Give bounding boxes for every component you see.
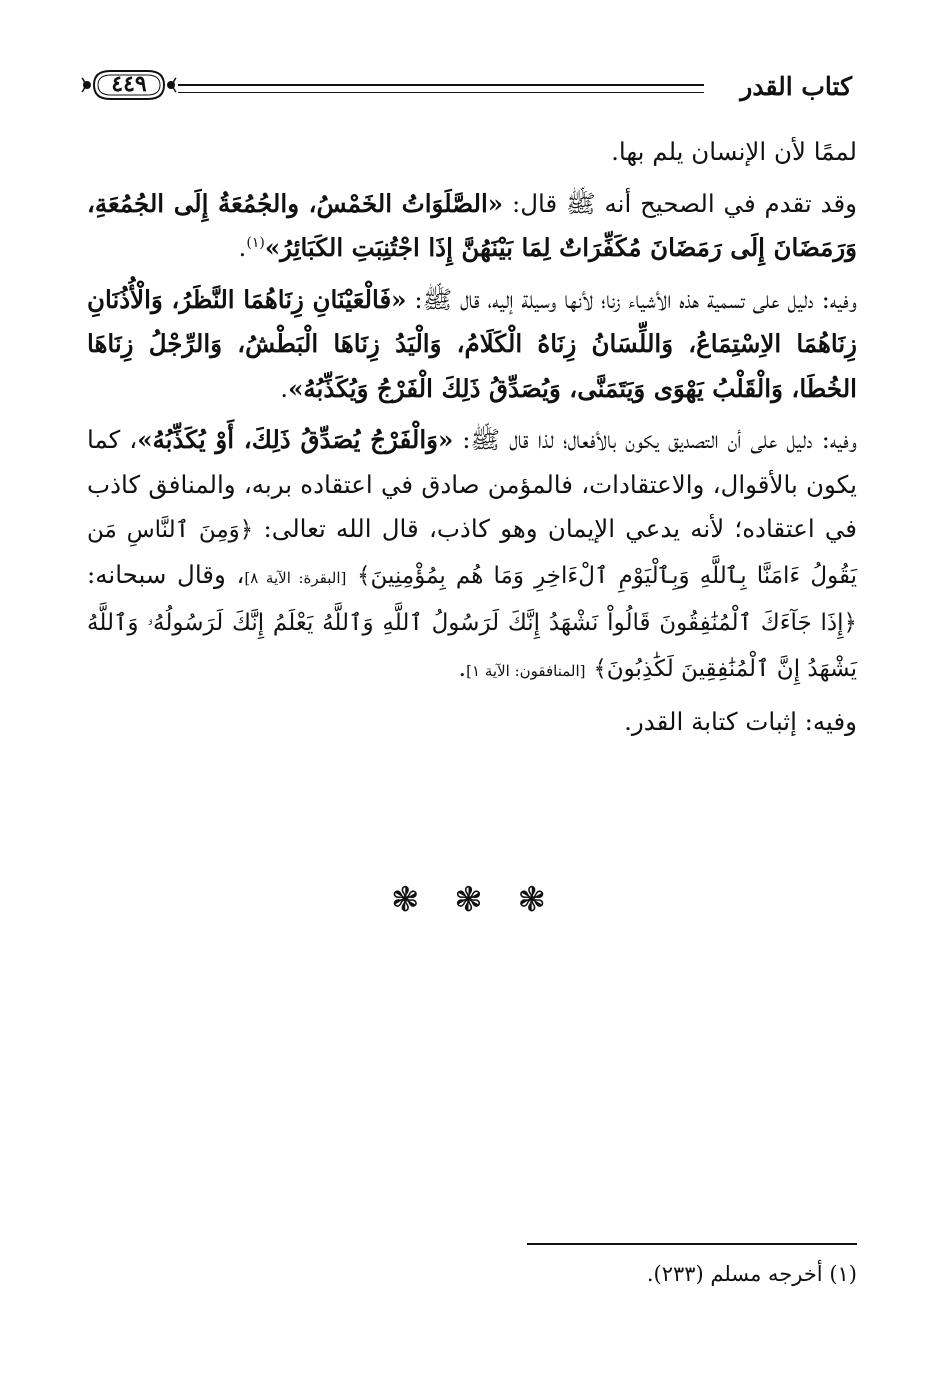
page-number-ornament [80,66,178,104]
footnote-marker: (١) [246,234,265,251]
verse-reference: [المنافقون: الآية ١] [466,661,586,680]
header-rule [178,84,704,93]
paragraph-3-end: . [280,373,289,403]
verse-reference: [البقرة: الآية ٨] [244,568,347,587]
footnote: (١) أخرجه مسلم (٢٣٣). [646,1262,857,1286]
paragraph-1: لممًا لأن الإنسان يلم بها. [611,137,857,166]
hadith-quote: «فَالْعَيْنَانِ زِنَاهُمَا النَّظَرُ، وَالْأُذُنَانِ زِنَاهُمَا الاِسْتِمَاعُ، وَاللِّسَانُ زِنَاهُ الْكَلَامُ، وَالْيَدُ زِنَاهَا الْبَطْشُ، وَالرِّجْلُ زِنَاهَا الخُطَا، وَالْقَلْبُ يَهْوَى وَيَتَمَنَّى، وَيُصَدِّقُ ذَلِكَ الْفَرْجُ وَيُكَذِّبُهُ» [87,284,857,403]
paragraph-5: وفيه: إثبات كتابة القدر. [624,707,857,736]
paragraph-4-intro: وفيه: دليل على أن التصديق يكون بالأفعال؛ لذا قال ﷺ: [453,425,857,454]
paragraph-4-end: . [458,652,467,682]
paragraph-4-text: ، وقال سبحانه: [87,559,245,589]
paragraph-3 [87,278,857,412]
paragraph-4-text: ، كما يكون بالأقوال، والاعتقادات، فالمؤمن صادق في اعتقاده بربه، والمنافق كاذب في اعتقاده؛ لأنه يدعي الإيمان وهو كاذب، قال الله تعالى: [87,425,858,543]
hadith-quote: «وَالْفَرْجُ يُصَدِّقُ ذَلِكَ، أَوْ يُكَذِّبُهُ» [137,425,454,454]
running-title: كتاب القدر [740,72,852,101]
paragraph-2-end: . [238,233,247,262]
footnote-rule [527,1243,857,1245]
quran-verse: ﴿إِذَا جَآءَكَ ٱلْمُنَٰفِقُونَ قَالُواْ نَشْهَدُ إِنَّكَ لَرَسُولُ ٱللَّهِ وَٱللَّهُ يَعْلَمُ إِنَّكَ لَرَسُولُهُۥ وَٱللَّهُ يَشْهَدُ إِنَّ ٱلْمُنَٰفِقِينَ لَكَٰذِبُونَ﴾ [87,610,857,682]
paragraph-3-intro: وفيه: دليل على تسمية هذه الأشياء زنا؛ لأنها وسيلة إليه، قال ﷺ: [406,284,858,314]
paragraph-2 [87,182,857,271]
hadith-quote: «الصَّلَوَاتُ الخَمْسُ، والجُمُعَةُ إِلَى الجُمُعَةِ، وَرَمَضَانَ إِلَى رَمَضَانَ مُكَفِّرَاتٌ لِمَا بَيْنَهُنَّ إِذَا اجْتُنِبَتِ الكَبَائِرُ» [87,188,857,262]
paragraph-2-intro: وقد تقدم في الصحيح أنه ﷺ قال: [503,188,858,218]
paragraph-4 [87,418,857,693]
section-separator: ❃ ❃ ❃ [390,880,559,920]
page-header [80,62,852,118]
page-number: ٤٤٩ [111,71,147,97]
quran-verse: ﴿وَمِنَ ٱلنَّاسِ مَن يَقُولُ ءَامَنَّا بِٱللَّهِ وَبِٱلْيَوْمِ ٱلْءَاخِرِ وَمَا هُم بِمُؤْمِنِينَ﴾ [87,517,858,589]
main-text [87,130,857,752]
